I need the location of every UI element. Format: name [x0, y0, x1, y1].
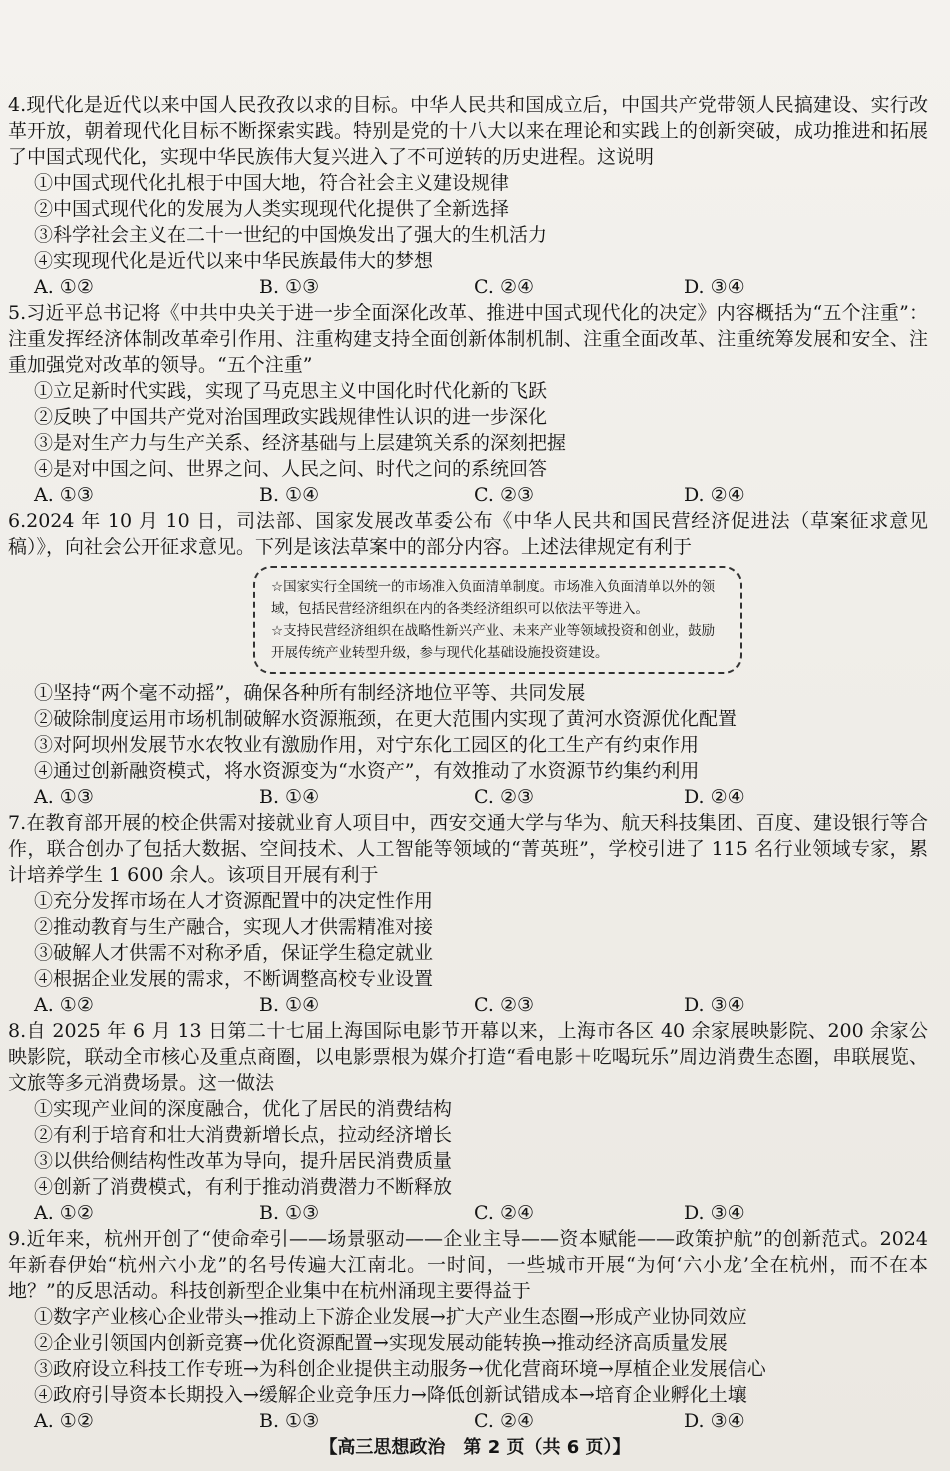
statement-option: ④创新了消费模式，有利于推动消费潜力不断释放 — [34, 1176, 453, 1198]
statement-option: ②反映了中国共产党对治国理政实践规律性认识的进一步深化 — [34, 406, 548, 428]
choice-d[interactable]: D. ③④ — [684, 1410, 745, 1432]
question-6 — [8, 508, 928, 810]
statement-option: ④实现现代化是近代以来中华民族最伟大的梦想 — [34, 250, 434, 272]
statement-option: ②破除制度运用市场机制破解水资源瓶颈，在更大范围内实现了黄河水资源优化配置 — [34, 708, 738, 730]
question-5 — [8, 300, 928, 508]
choice-c[interactable]: C. ②③ — [474, 786, 535, 808]
statement-option: ③政府设立科技工作专班→为科创企业提供主动服务→优化营商环境→厚植企业发展信心 — [34, 1358, 766, 1380]
question-4 — [8, 92, 928, 300]
statement-option: ③科学社会主义在二十一世纪的中国焕发出了强大的生机活力 — [34, 224, 548, 246]
choice-a[interactable]: A. ①③ — [34, 484, 94, 506]
statement-option: ③破解人才供需不对称矛盾，保证学生稳定就业 — [34, 942, 434, 964]
question-stem: 8.自 2025 年 6 月 13 日第二十七届上海国际电影节开幕以来，上海市各区 40 余家展映影院、200 余家公映影院，联动全市核心及重点商圈，以电影票根为媒介打造“看电影＋吃喝玩乐”周边消费生态圈，串联展览、文旅等多元消费场景。这一做法 — [8, 1020, 928, 1094]
statement-option: ②中国式现代化的发展为人类实现现代化提供了全新选择 — [34, 198, 510, 220]
statement-option: ③以供给侧结构性改革为导向，提升居民消费质量 — [34, 1150, 453, 1172]
choice-b[interactable]: B. ①③ — [259, 1410, 320, 1432]
answer-choices — [8, 274, 928, 300]
answer-choices — [8, 784, 928, 810]
choice-d[interactable]: D. ③④ — [684, 276, 745, 298]
statement-option: ④通过创新融资模式，将水资源变为“水资产”，有效推动了水资源节约集约利用 — [34, 760, 700, 782]
choice-a[interactable]: A. ①② — [34, 276, 94, 298]
statement-option: ③对阿坝州发展节水农牧业有激励作用，对宁东化工园区的化工生产有约束作用 — [34, 734, 700, 756]
question-stem: 5.习近平总书记将《中共中央关于进一步全面深化改革、推进中国式现代化的决定》内容概括为“五个注重”：注重发挥经济体制改革牵引作用、注重构建支持全面创新体制机制、注重全面改革、注重统筹发展和安全、注重加强党对改革的领导。“五个注重” — [8, 302, 928, 376]
question-8 — [8, 1018, 928, 1226]
statement-option: ①中国式现代化扎根于中国大地，符合社会主义建设规律 — [34, 172, 510, 194]
choice-c[interactable]: C. ②④ — [474, 1202, 535, 1224]
choice-b[interactable]: B. ①③ — [259, 1202, 320, 1224]
material-box — [253, 566, 742, 674]
material-item: ☆支持民营经济组织在战略性新兴产业、未来产业等领域投资和创业，鼓励开展传统产业转型升级，参与现代化基础设施投资建设。 — [271, 623, 716, 661]
answer-choices — [8, 1200, 928, 1226]
choice-b[interactable]: B. ①④ — [259, 484, 320, 506]
statement-option: ②推动教育与生产融合，实现人才供需精准对接 — [34, 916, 434, 938]
question-stem: 9.近年来，杭州开创了“使命牵引——场景驱动——企业主导——资本赋能——政策护航”的创新范式。2024 年新春伊始“杭州六小龙”的名号传遍大江南北。一时间，一些城市开展“为何‘六小龙’全在杭州，而不在本地？”的反思活动。科技创新型企业集中在杭州涌现主要得益于 — [8, 1228, 928, 1302]
choice-d[interactable]: D. ②④ — [684, 484, 745, 506]
choice-a[interactable]: A. ①② — [34, 1410, 94, 1432]
choice-d[interactable]: D. ③④ — [684, 1202, 745, 1224]
statement-option: ②有利于培育和壮大消费新增长点，拉动经济增长 — [34, 1124, 453, 1146]
question-stem: 4.现代化是近代以来中国人民孜孜以求的目标。中华人民共和国成立后，中国共产党带领人民搞建设、实行改革开放，朝着现代化目标不断探索实践。特别是党的十八大以来在理论和实践上的创新突破，成功推进和拓展了中国式现代化，实现中华民族伟大复兴进入了不可逆转的历史进程。这说明 — [8, 94, 928, 168]
statement-option: ①数字产业核心企业带头→推动上下游企业发展→扩大产业生态圈→形成产业协同效应 — [34, 1306, 747, 1328]
statement-option: ①坚持“两个毫不动摇”，确保各种所有制经济地位平等、共同发展 — [34, 682, 586, 704]
material-item: ☆国家实行全国统一的市场准入负面清单制度。市场准入负面清单以外的领域，包括民营经济组织在内的各类经济组织可以依法平等进入。 — [271, 579, 716, 617]
choice-c[interactable]: C. ②④ — [474, 276, 535, 298]
statement-option: ①充分发挥市场在人才资源配置中的决定性作用 — [34, 890, 434, 912]
statement-option: ④根据企业发展的需求，不断调整高校专业设置 — [34, 968, 434, 990]
answer-choices — [8, 1408, 928, 1434]
choice-d[interactable]: D. ③④ — [684, 994, 745, 1016]
choice-b[interactable]: B. ①④ — [259, 786, 320, 808]
choice-c[interactable]: C. ②③ — [474, 484, 535, 506]
statement-option: ①立足新时代实践，实现了马克思主义中国化时代化新的飞跃 — [34, 380, 548, 402]
question-stem: 6.2024 年 10 月 10 日，司法部、国家发展改革委公布《中华人民共和国民营经济促进法（草案征求意见稿）》，向社会公开征求意见。下列是该法草案中的部分内容。上述法律规定有利于 — [8, 510, 928, 558]
question-list — [8, 92, 928, 1434]
choice-c[interactable]: C. ②③ — [474, 994, 535, 1016]
statement-option: ③是对生产力与生产关系、经济基础与上层建筑关系的深刻把握 — [34, 432, 567, 454]
choice-b[interactable]: B. ①④ — [259, 994, 320, 1016]
answer-choices — [8, 482, 928, 508]
question-7 — [8, 810, 928, 1018]
question-9 — [8, 1226, 928, 1434]
choice-a[interactable]: A. ①② — [34, 1202, 94, 1224]
choice-c[interactable]: C. ②④ — [474, 1410, 535, 1432]
statement-option: ①实现产业间的深度融合，优化了居民的消费结构 — [34, 1098, 453, 1120]
answer-choices — [8, 992, 928, 1018]
page-footer: 【高三思想政治 第 2 页（共 6 页）】 — [319, 1437, 631, 1458]
choice-b[interactable]: B. ①③ — [259, 276, 320, 298]
choice-a[interactable]: A. ①② — [34, 994, 94, 1016]
choice-a[interactable]: A. ①③ — [34, 786, 94, 808]
statement-option: ④是对中国之问、世界之问、人民之问、时代之问的系统回答 — [34, 458, 548, 480]
statement-option: ②企业引领国内创新竞赛→优化资源配置→实现发展动能转换→推动经济高质量发展 — [34, 1332, 728, 1354]
choice-d[interactable]: D. ②④ — [684, 786, 745, 808]
statement-option: ④政府引导资本长期投入→缓解企业竞争压力→降低创新试错成本→培育企业孵化土壤 — [34, 1384, 747, 1406]
question-stem: 7.在教育部开展的校企供需对接就业育人项目中，西安交通大学与华为、航天科技集团、百度、建设银行等合作，联合创办了包括大数据、空间技术、人工智能等领域的“菁英班”，学校引进了 115 名行业领域专家，累计培养学生 1 600 余人。该项目开展有利于 — [8, 812, 928, 886]
